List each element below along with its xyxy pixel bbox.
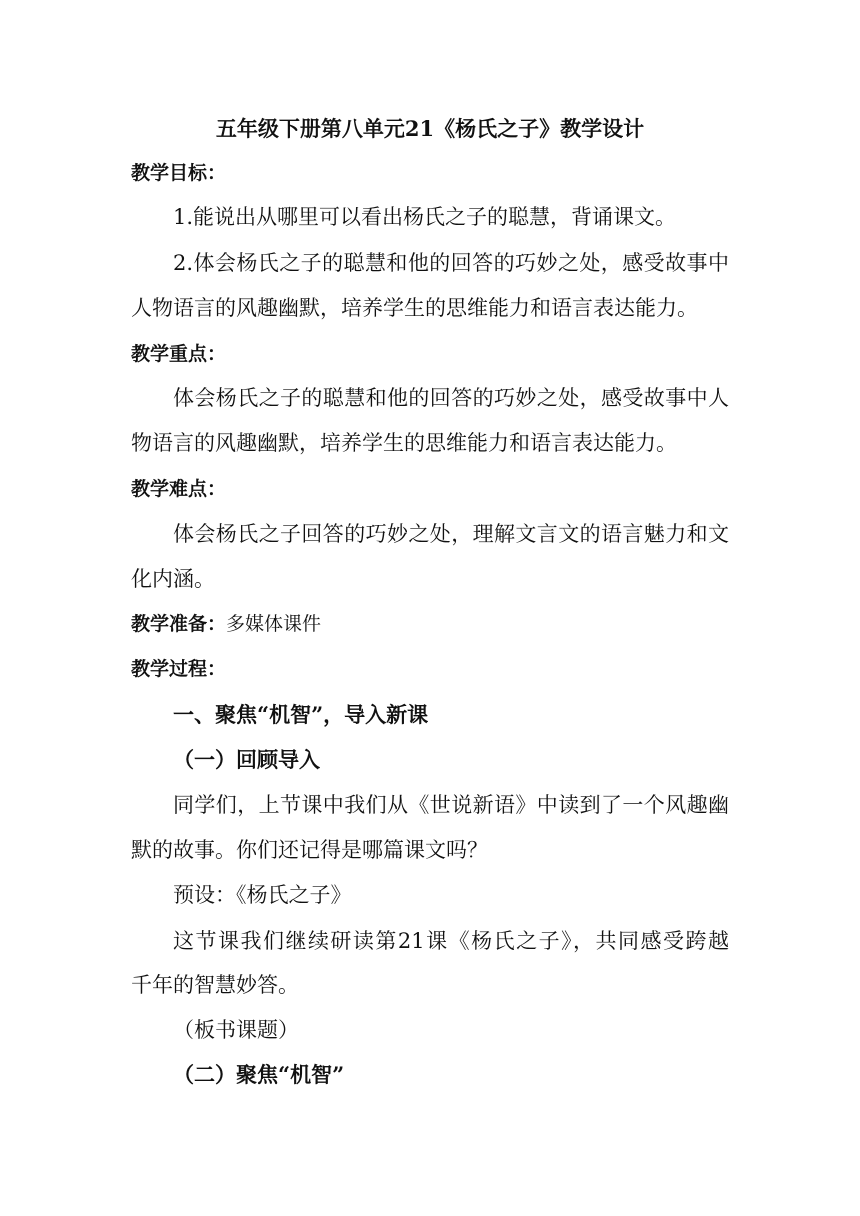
paragraph-1-line-2: 默的故事。你们还记得是哪篇课文吗？ <box>131 838 488 862</box>
objective-2-line-2: 人物语言的风趣幽默，培养学生的思维能力和语言表达能力。 <box>131 296 698 320</box>
preparation-label: 教学准备： <box>131 613 227 635</box>
paragraph-2-line-1: 这节课我们继续研读第21课《杨氏之子》，共同感受跨越 <box>173 929 729 953</box>
document-title: 五年级下册第八单元21《杨氏之子》教学设计 <box>215 116 645 141</box>
preparation-value: 多媒体课件 <box>226 613 322 635</box>
paragraph-1-line-1: 同学们，上节课中我们从《世说新语》中读到了一个风趣幽 <box>173 793 729 817</box>
difficult-points-line-1: 体会杨氏之子回答的巧妙之处，理解文言文的语言魅力和文 <box>173 522 729 546</box>
board-note: （板书课题） <box>173 1018 299 1042</box>
objectives-label: 教学目标： <box>131 162 227 184</box>
objective-1: 1.能说出从哪里可以看出杨氏之子的聪慧，背诵课文。 <box>173 205 677 229</box>
subsection-2-heading: （二）聚焦“机智” <box>173 1062 345 1087</box>
preparation-row <box>131 609 321 639</box>
objective-2-line-1: 2.体会杨氏之子的聪慧和他的回答的巧妙之处，感受故事中 <box>173 251 729 275</box>
paragraph-2-line-2: 千年的智慧妙答。 <box>131 973 299 997</box>
key-points-line-1: 体会杨氏之子的聪慧和他的回答的巧妙之处，感受故事中人 <box>173 386 729 410</box>
difficult-points-line-2: 化内涵。 <box>131 567 215 591</box>
key-points-line-2: 物语言的风趣幽默，培养学生的思维能力和语言表达能力。 <box>131 431 677 455</box>
subsection-1-heading: （一）回顾导入 <box>173 747 320 772</box>
difficult-points-label: 教学难点： <box>131 478 227 500</box>
section-1-heading: 一、聚焦“机智”，导入新课 <box>173 702 429 727</box>
preset-answer: 预设：《杨氏之子》 <box>173 883 352 907</box>
process-label: 教学过程： <box>131 658 227 680</box>
key-points-label: 教学重点： <box>131 343 227 365</box>
